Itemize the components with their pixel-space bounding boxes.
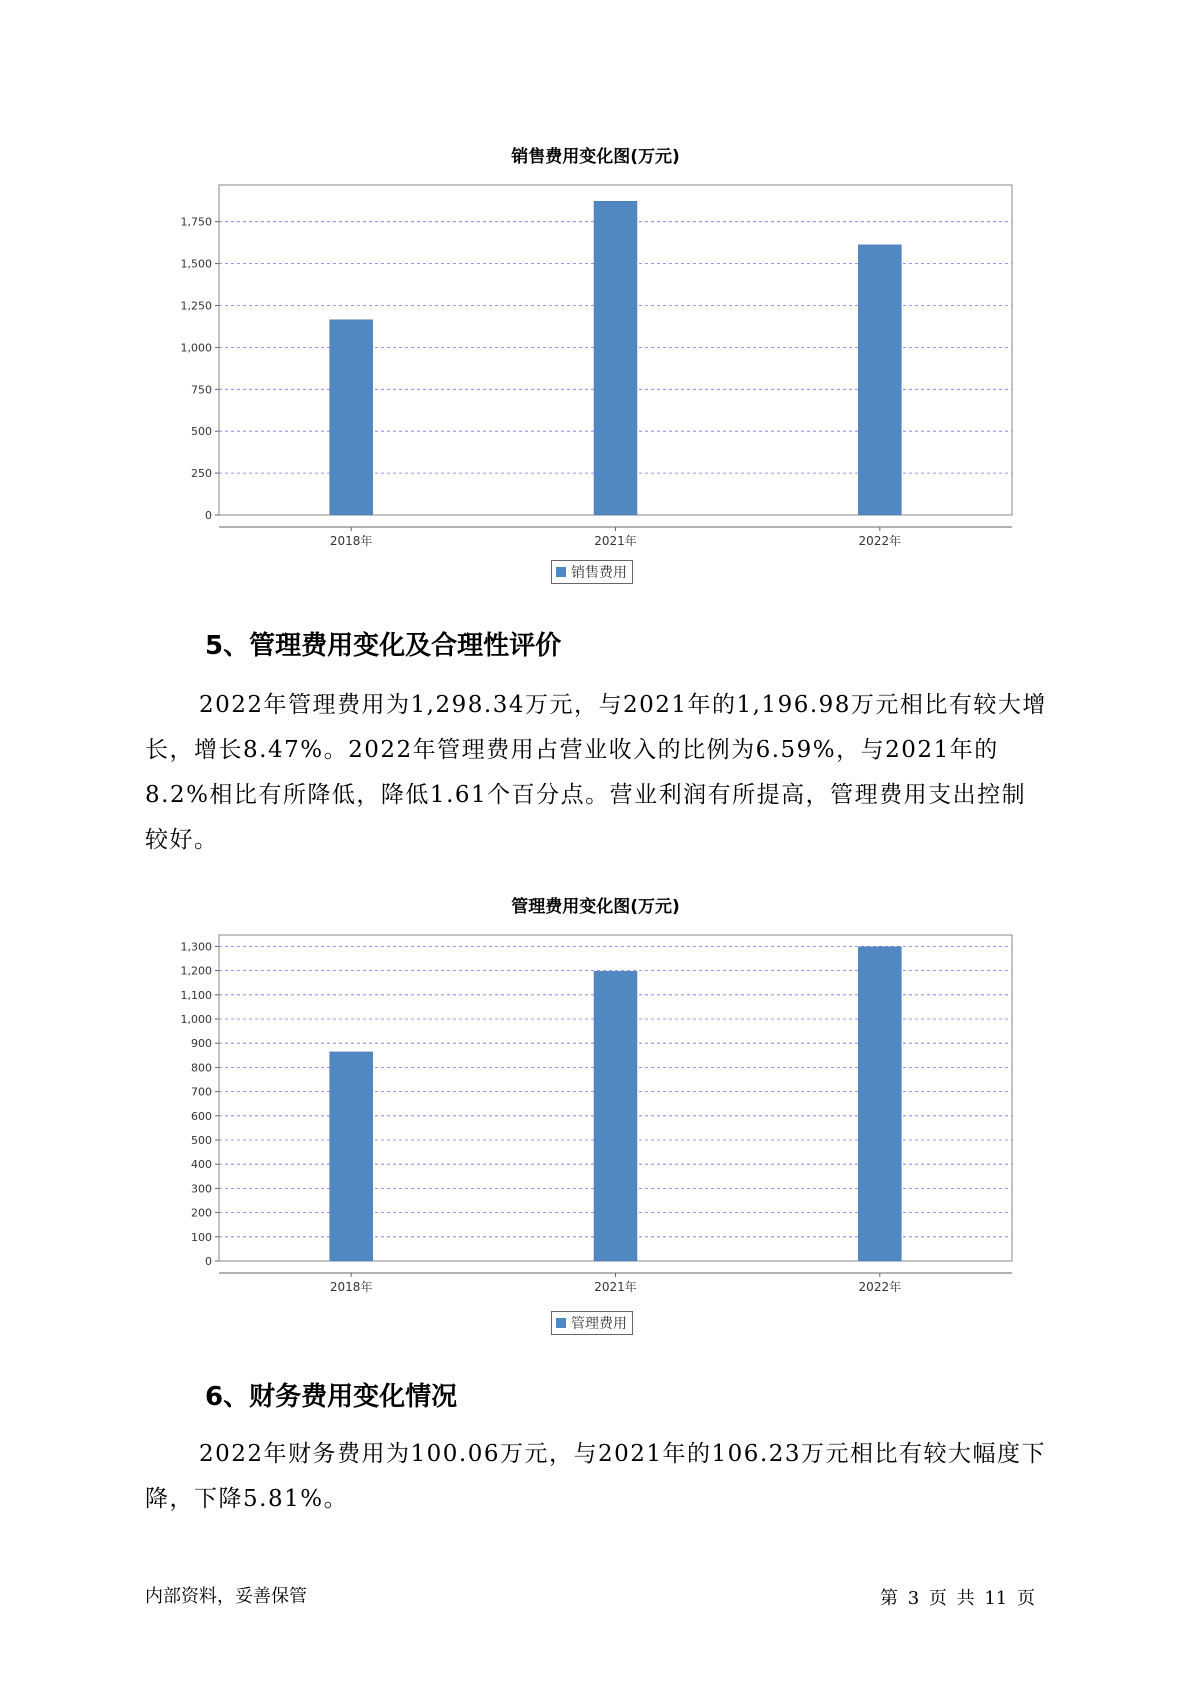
y-tick-label: 1,250	[180, 299, 212, 313]
y-tick-label: 600	[191, 1109, 212, 1123]
sales-expense-chart	[0, 160, 1191, 548]
y-tick-label: 1,000	[180, 341, 212, 355]
x-tick-label: 2022年	[858, 534, 902, 548]
footer-page-number: 第 3 页 共 11 页	[880, 1588, 1035, 1609]
section6-paragraph: 2022年财务费用为100.06万元，与2021年的106.23万元相比有较大幅度下降，下降5.81%。	[145, 1441, 1047, 1512]
admin-expense-chart	[0, 910, 1191, 1294]
y-tick-label: 1,750	[180, 215, 212, 229]
legend-label-sales: 销售费用	[571, 565, 627, 581]
section5-paragraph: 2022年管理费用为1,298.34万元，与2021年的1,196.98万元相比有较大增长，增长8.47%。2022年管理费用占营业收入的比例为6.59%，与2021年的8.2%相比有所降低，降低1.61个百分点。营业利润有所提高，管理费用支出控制较好。	[145, 692, 1047, 853]
y-tick-label: 1,500	[180, 257, 212, 271]
y-tick-label: 400	[191, 1158, 212, 1172]
bar-2018年	[330, 320, 373, 515]
y-tick-label: 500	[191, 425, 212, 439]
y-tick-label: 100	[191, 1230, 212, 1244]
legend-label-admin: 管理费用	[571, 1316, 627, 1332]
y-tick-label: 800	[191, 1061, 212, 1075]
bar-2022年	[858, 245, 901, 515]
y-tick-label: 1,200	[180, 964, 212, 978]
legend-admin	[551, 1311, 633, 1335]
x-tick-label: 2018年	[329, 534, 373, 548]
y-tick-label: 0	[205, 1255, 212, 1268]
y-tick-label: 200	[191, 1206, 212, 1220]
bar-2018年	[330, 1052, 373, 1261]
legend-swatch-icon	[556, 567, 566, 577]
footer-confidential-note: 内部资料，妥善保管	[145, 1586, 307, 1607]
y-tick-label: 1,100	[180, 988, 212, 1002]
chart-title-admin: 管理费用变化图(万元)	[511, 897, 680, 917]
y-tick-label: 1,300	[180, 940, 212, 954]
y-tick-label: 900	[191, 1037, 212, 1051]
x-tick-label: 2018年	[329, 1280, 373, 1294]
bar-2021年	[594, 201, 637, 515]
y-tick-label: 250	[191, 467, 212, 481]
y-tick-label: 1,000	[180, 1013, 212, 1026]
y-tick-label: 500	[191, 1134, 212, 1147]
bar-2022年	[858, 947, 901, 1261]
x-tick-label: 2022年	[858, 1280, 902, 1294]
y-tick-label: 750	[191, 383, 212, 397]
y-tick-label: 300	[191, 1182, 212, 1196]
section5-heading: 5、管理费用变化及合理性评价	[205, 631, 562, 661]
x-tick-label: 2021年	[594, 534, 637, 548]
x-tick-label: 2021年	[594, 1280, 637, 1294]
y-tick-label: 700	[191, 1085, 212, 1099]
bar-2021年	[594, 971, 637, 1261]
chart-title-sales: 销售费用变化图(万元)	[511, 147, 680, 167]
legend-swatch-icon	[556, 1318, 566, 1328]
legend-sales	[551, 560, 633, 584]
y-tick-label: 0	[205, 509, 212, 522]
section6-heading: 6、财务费用变化情况	[205, 1382, 458, 1412]
